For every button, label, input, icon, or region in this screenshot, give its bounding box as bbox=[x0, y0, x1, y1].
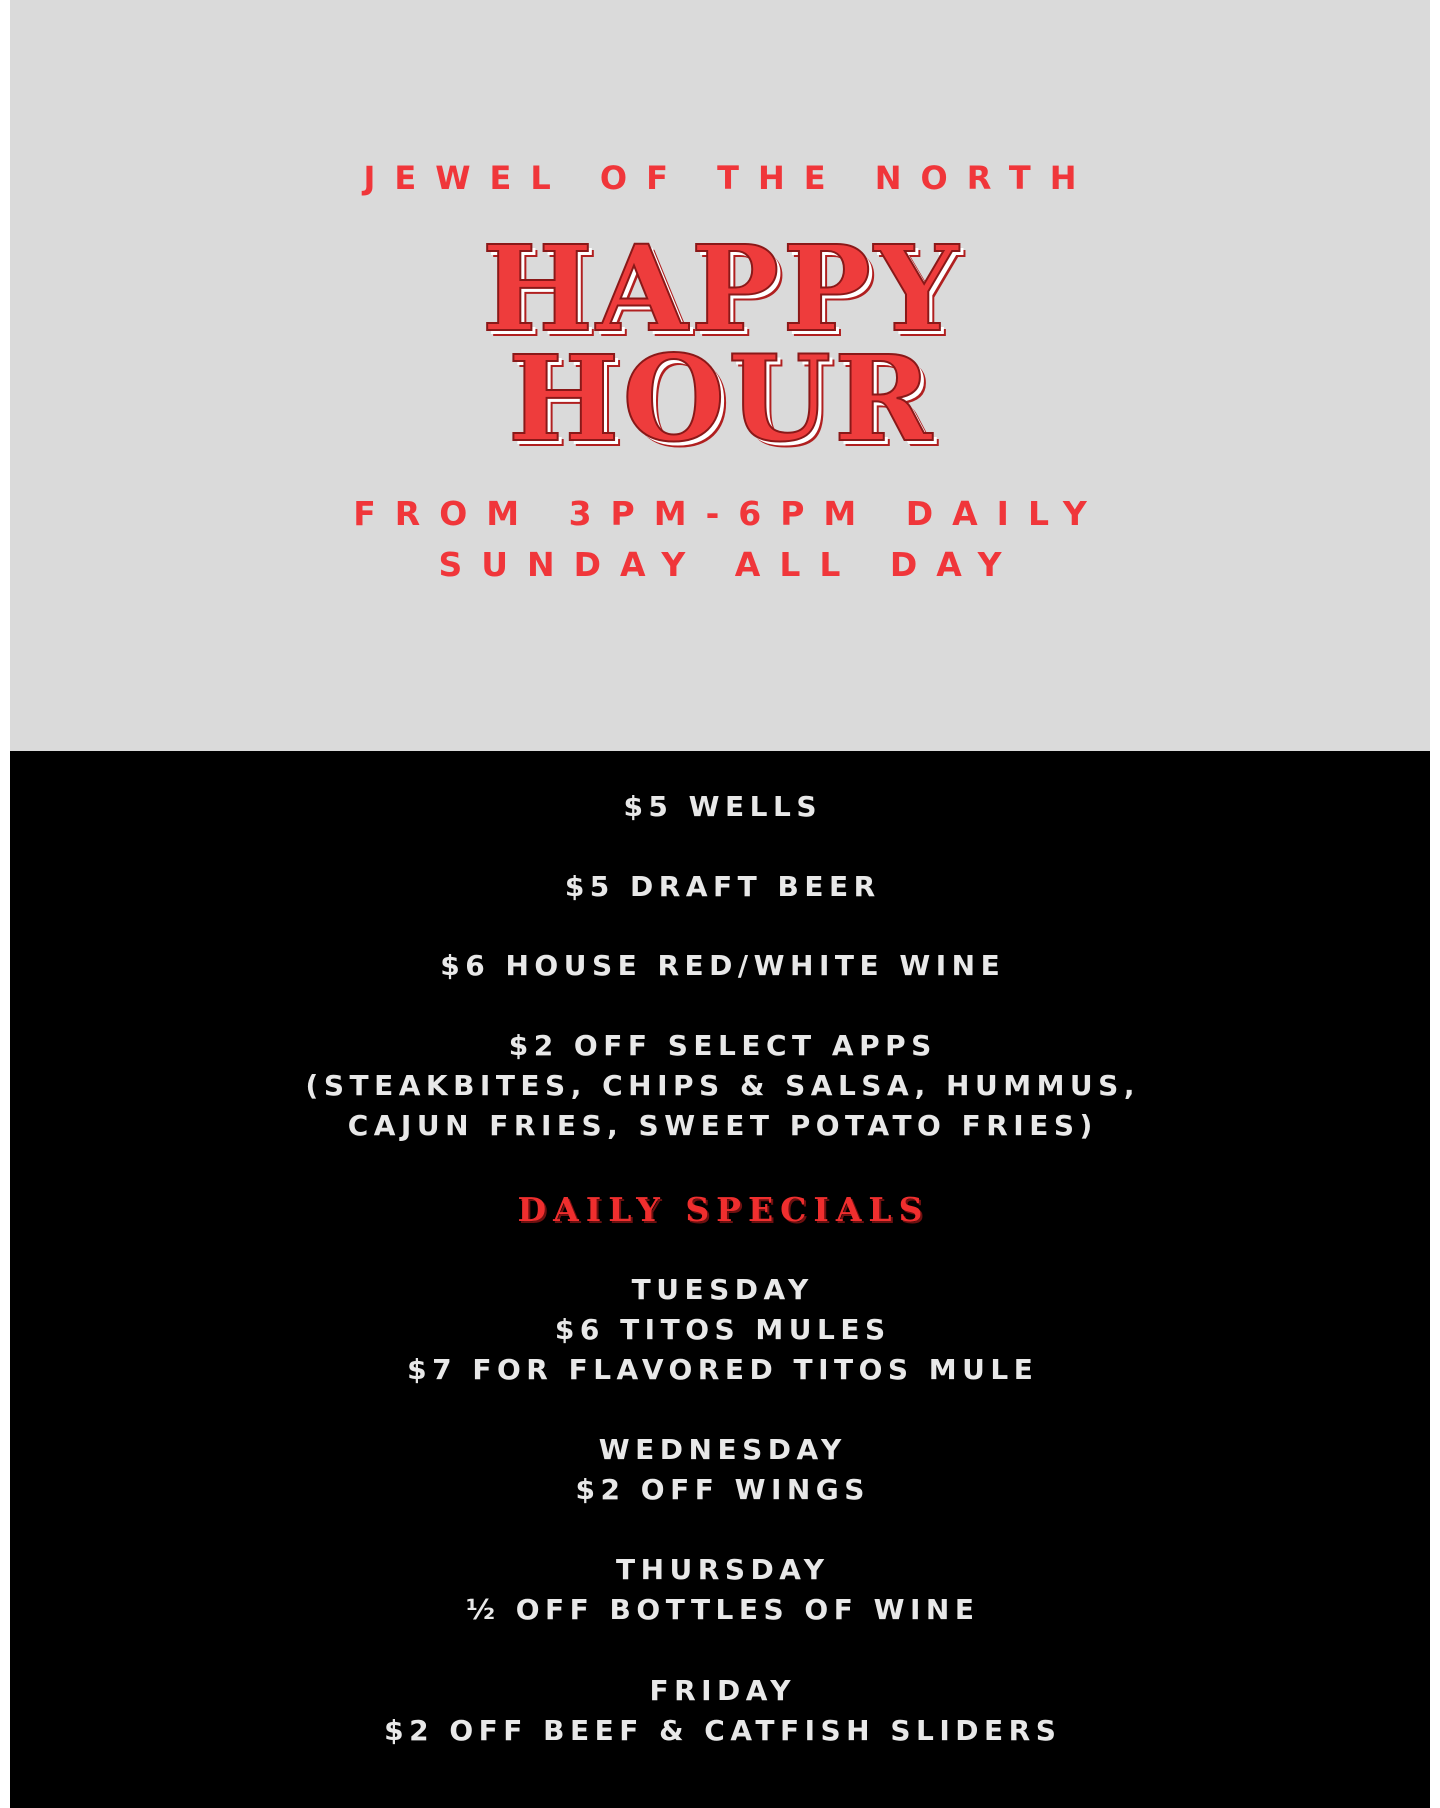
special-day-tuesday: TUESDAY bbox=[631, 1273, 814, 1306]
special-day-wednesday: WEDNESDAY bbox=[598, 1433, 847, 1466]
header-panel bbox=[10, 0, 1430, 751]
happy-hour-poster bbox=[10, 0, 1430, 1808]
special-friday-line-1: $2 OFF BEEF & CATFISH SLIDERS bbox=[384, 1714, 1062, 1747]
menu-item-house-wine: $6 HOUSE RED/WHITE WINE bbox=[440, 949, 1006, 982]
venue-name: JEWEL OF THE NORTH bbox=[363, 159, 1096, 197]
special-thursday-line-1: ½ OFF BOTTLES OF WINE bbox=[466, 1593, 980, 1626]
menu-item-wells: $5 WELLS bbox=[623, 790, 823, 823]
special-tuesday-line-1: $6 TITOS MULES bbox=[554, 1313, 891, 1346]
menu-item-apps-list-2: CAJUN FRIES, SWEET POTATO FRIES) bbox=[347, 1109, 1098, 1142]
special-wednesday-line-1: $2 OFF WINGS bbox=[575, 1473, 870, 1506]
special-day-friday: FRIDAY bbox=[649, 1674, 797, 1707]
hours-daily: FROM 3PM-6PM DAILY bbox=[353, 494, 1106, 533]
special-tuesday-line-2: $7 FOR FLAVORED TITOS MULE bbox=[407, 1353, 1039, 1386]
menu-panel bbox=[10, 751, 1430, 1808]
headline-hour: HOUR bbox=[507, 329, 936, 468]
special-day-thursday: THURSDAY bbox=[615, 1553, 830, 1586]
daily-specials-heading: DAILY SPECIALS bbox=[517, 1190, 930, 1229]
menu-item-draft-beer: $5 DRAFT BEER bbox=[564, 870, 881, 903]
hours-sunday: SUNDAY ALL DAY bbox=[438, 545, 1021, 584]
menu-item-select-apps: $2 OFF SELECT APPS bbox=[508, 1029, 937, 1062]
headline-happy: HAPPY bbox=[481, 219, 962, 358]
menu-item-apps-list-1: (STEAKBITES, CHIPS & SALSA, HUMMUS, bbox=[305, 1069, 1140, 1102]
